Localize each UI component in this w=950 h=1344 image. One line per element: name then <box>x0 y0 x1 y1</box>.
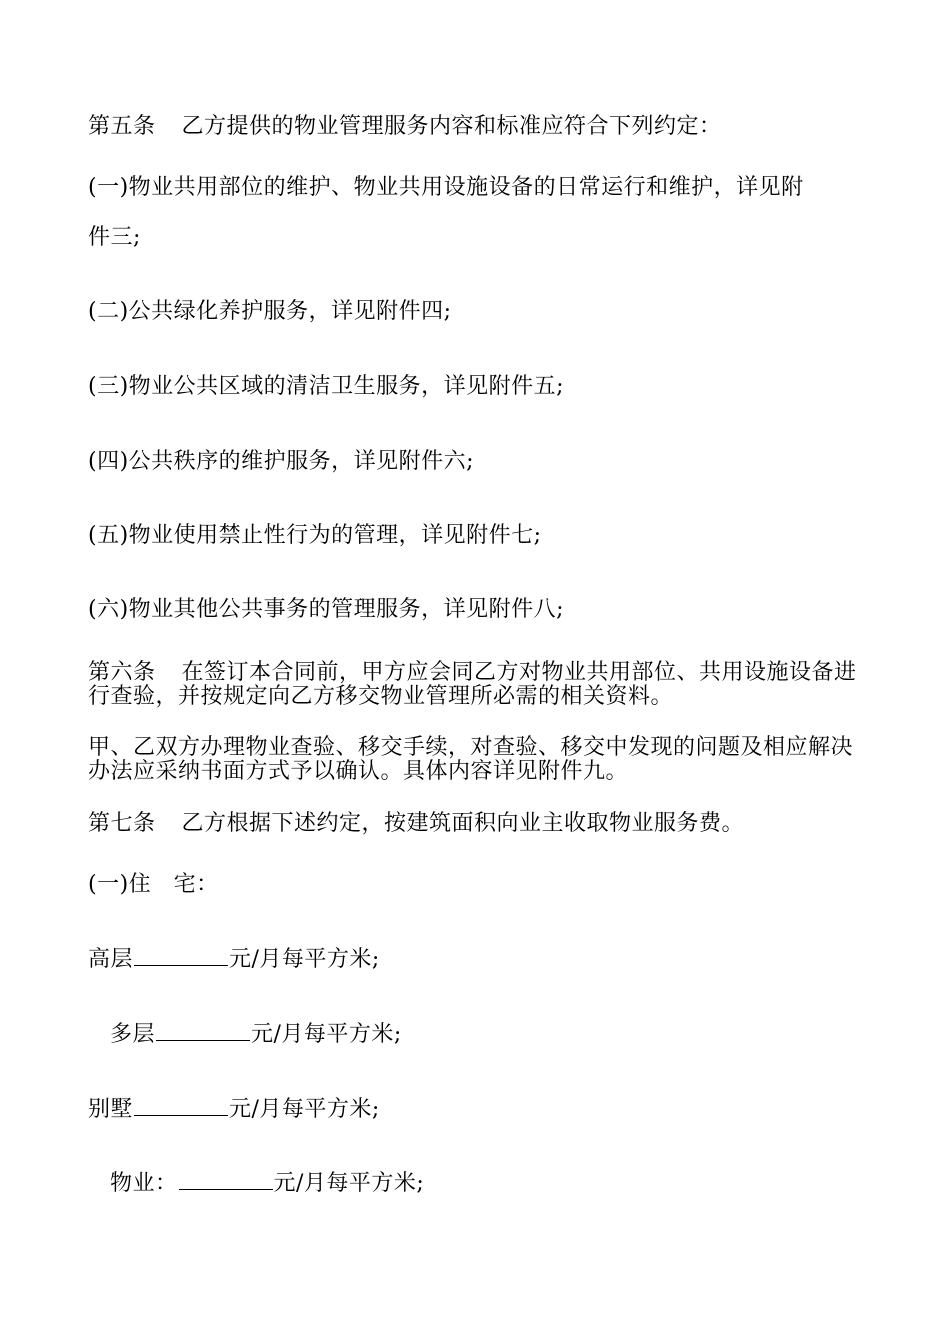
item-5-6: (六)物业其他公共事务的管理服务，详见附件八; <box>88 597 565 622</box>
item-5-4: (四)公共秩序的维护服务，详见附件六; <box>88 449 475 474</box>
fee-row-property <box>110 1169 424 1197</box>
article-5-text: 乙方提供的物业管理服务内容和标准应符合下列约定： <box>181 114 722 139</box>
fee-label: 多层 <box>110 1022 156 1047</box>
fee-blank <box>156 1020 250 1041</box>
fee-row-villa <box>88 1095 380 1123</box>
fee-label: 别墅 <box>88 1097 134 1122</box>
article-5-title: 第五条 <box>88 114 156 139</box>
item-5-5: (五)物业使用禁止性行为的管理，详见附件七; <box>88 523 542 548</box>
article-7-sub-1: (一)住 宅： <box>88 872 219 897</box>
article-6-paragraph-2: 甲、乙双方办理物业查验、移交手续，对查验、移交中发现的问题及相应解决办法应采纳书面方式予以确认。具体内容详见附件九。 <box>88 735 854 784</box>
item-5-1-line-2: 件三; <box>88 225 141 250</box>
fee-row-high-rise <box>88 945 380 973</box>
fee-unit: 元/月每平方米; <box>273 1171 425 1196</box>
item-5-2: (二)公共绿化养护服务，详见附件四; <box>88 299 452 324</box>
fee-blank <box>134 1095 228 1116</box>
fee-blank <box>179 1169 273 1190</box>
fee-unit: 元/月每平方米; <box>229 1097 380 1122</box>
article-5-heading <box>88 114 722 140</box>
fee-unit: 元/月每平方米; <box>229 947 380 972</box>
article-6-text: 在签订本合同前，甲方应会同乙方对物业共用部位、共用设施设备进行查验，并按规定向乙方移交物业管理所必需的相关资料。 <box>88 660 857 709</box>
fee-blank <box>134 945 228 966</box>
item-5-3: (三)物业公共区域的清洁卫生服务，详见附件五; <box>88 374 565 399</box>
item-5-1-line-1: (一)物业共用部位的维护、物业共用设施设备的日常运行和维护，详见附 <box>88 175 804 200</box>
fee-unit: 元/月每平方米; <box>251 1022 402 1047</box>
fee-row-multi-storey <box>110 1020 402 1048</box>
article-7-title: 第七条 <box>88 811 156 836</box>
article-7-heading <box>88 811 744 837</box>
article-6-title: 第六条 <box>88 660 156 685</box>
fee-label: 高层 <box>88 947 134 972</box>
article-7-text: 乙方根据下述约定，按建筑面积向业主收取物业服务费。 <box>181 811 745 836</box>
fee-label: 物业： <box>110 1171 178 1196</box>
article-6-paragraph <box>88 661 864 709</box>
